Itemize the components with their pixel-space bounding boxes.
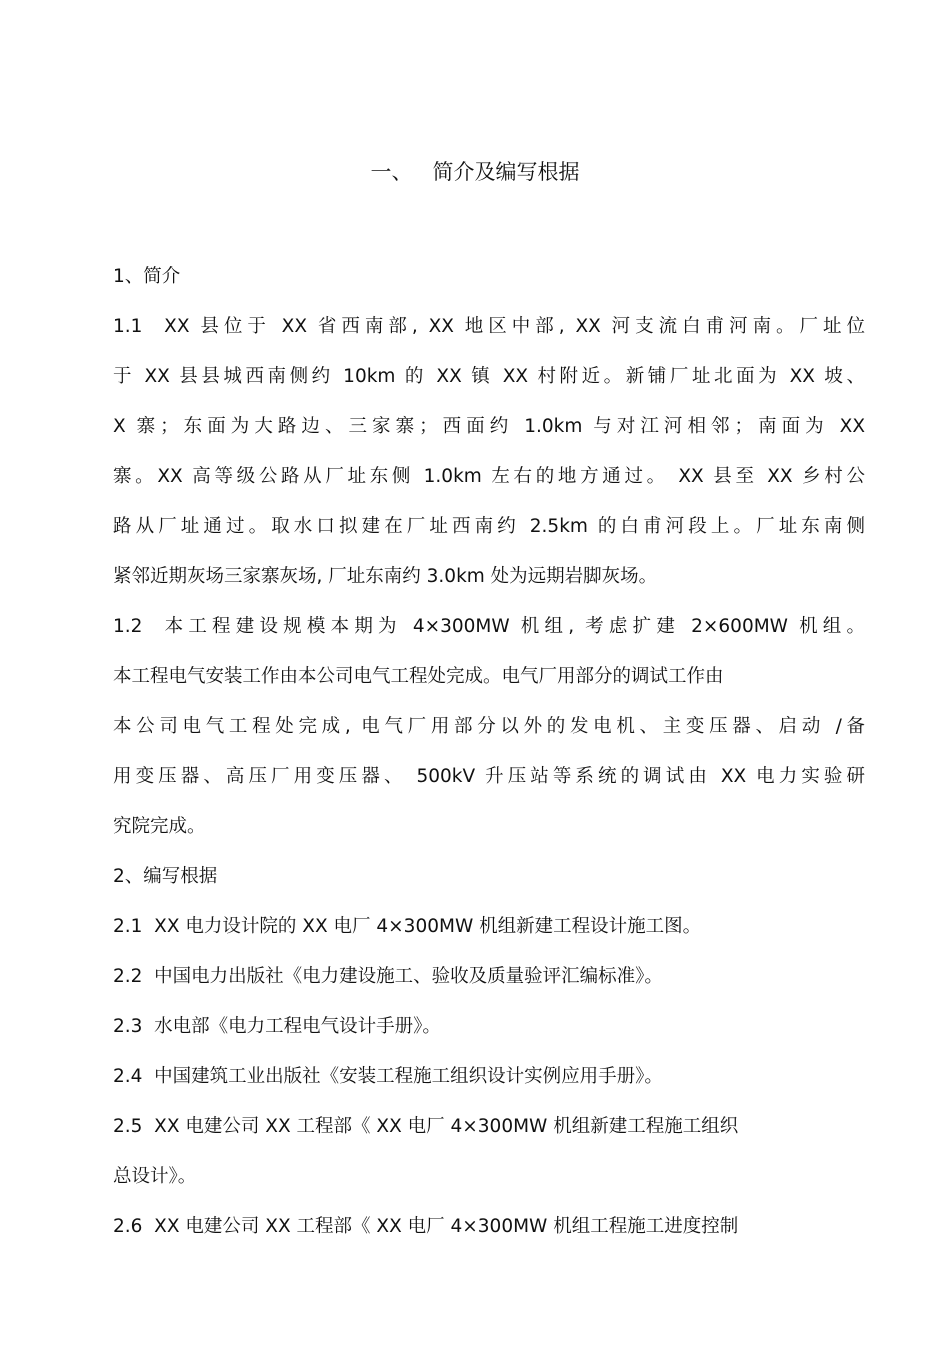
text-line: 2.6 XX 电建公司 XX 工程部《 XX 电厂 4×300MW 机组工程施工进度控制 bbox=[113, 1216, 739, 1237]
text-line: 寨。XX 高等级公路从厂址东侧 1.0km 左右的地方通过。 XX 县至 XX 乡村公 bbox=[113, 466, 865, 487]
text-line: 2.2 中国电力出版社《电力建设施工、验收及质量验评汇编标准》。 bbox=[113, 966, 663, 987]
page-title: 一、 简介及编写根据 bbox=[370, 160, 580, 184]
text-line: 总设计》。 bbox=[113, 1166, 197, 1187]
text-line: 于 XX 县县城西南侧约 10km 的 XX 镇 XX 村附近。新铺厂址北面为 XX 坡、 bbox=[113, 366, 865, 387]
text-line: 1.2 本工程建设规模本期为 4×300MW 机组, 考虑扩建 2×600MW 机组。 bbox=[113, 616, 865, 637]
text-line: 路从厂址通过。取水口拟建在厂址西南约 2.5km 的白甫河段上。厂址东南侧 bbox=[113, 516, 865, 537]
text-line: 2.5 XX 电建公司 XX 工程部《 XX 电厂 4×300MW 机组新建工程施工组织 bbox=[113, 1116, 739, 1137]
text-line: 紧邻近期灰场三家寨灰场, 厂址东南约 3.0km 处为远期岩脚灰场。 bbox=[113, 566, 658, 587]
text-line: 本公司电气工程处完成, 电气厂用部分以外的发电机、主变压器、启动 /备 bbox=[113, 716, 865, 737]
text-line: 2.4 中国建筑工业出版社《安装工程施工组织设计实例应用手册》。 bbox=[113, 1066, 663, 1087]
text-line: 2、编写根据 bbox=[113, 866, 218, 887]
document-body bbox=[113, 252, 865, 1252]
text-line: X 寨；东面为大路边、三家寨；西面约 1.0km 与对江河相邻；南面为 XX bbox=[113, 416, 865, 437]
text-line: 用变压器、高压厂用变压器、 500kV 升压站等系统的调试由 XX 电力实验研 bbox=[113, 766, 865, 787]
text-line: 1、简介 bbox=[113, 266, 181, 287]
text-line: 1.1 XX 县位于 XX 省西南部, XX 地区中部, XX 河支流白甫河南。厂址位 bbox=[113, 316, 865, 337]
text-line: 2.1 XX 电力设计院的 XX 电厂 4×300MW 机组新建工程设计施工图。 bbox=[113, 916, 702, 937]
text-line: 本工程电气安装工作由本公司电气工程处完成。电气厂用部分的调试工作由 bbox=[113, 666, 724, 687]
text-line: 2.3 水电部《电力工程电气设计手册》。 bbox=[113, 1016, 441, 1037]
text-line: 究院完成。 bbox=[113, 816, 206, 837]
